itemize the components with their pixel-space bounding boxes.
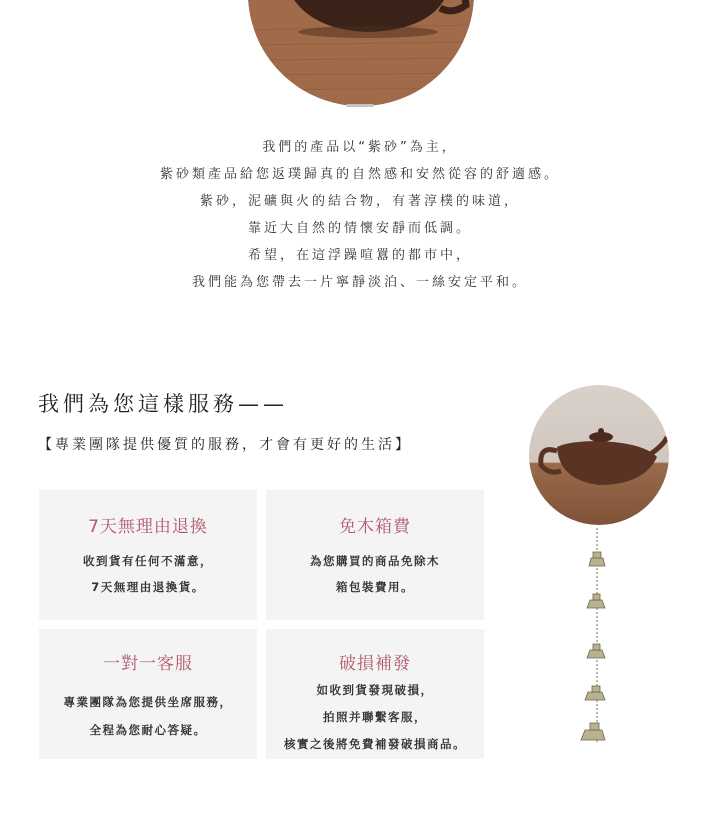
service-card-return	[39, 490, 257, 620]
photo-divider	[346, 104, 374, 107]
service-card-support	[39, 629, 257, 759]
card-line: 收到貨有任何不滿意，	[83, 554, 213, 568]
services-title: 我們為您這樣服務——	[38, 392, 288, 416]
card-line: 箱包裝費用。	[336, 580, 414, 594]
intro-line: 紫砂類產品給您返璞歸真的自然感和安然從容的舒適感。	[159, 167, 560, 182]
card-title: 一對一客服	[103, 654, 193, 674]
card-line: 專業團隊為您提供坐席服務，	[63, 695, 233, 709]
service-card-damage	[266, 629, 484, 759]
card-line: 為您購買的商品免除木	[310, 554, 440, 568]
hanging-bell-ornament	[575, 528, 615, 748]
service-card-free-box	[266, 490, 484, 620]
card-line: 7天無理由退換貨。	[91, 580, 205, 594]
teapot-photo-side	[529, 385, 669, 525]
intro-paragraph	[0, 134, 720, 296]
card-line: 如收到貨發現破損，	[316, 683, 434, 697]
intro-line: 我們的產品以“紫砂”為主，	[262, 140, 458, 155]
intro-line: 我們能為您帶去一片寧靜淡泊、一絲安定平和。	[191, 275, 528, 290]
teapot-photo-top	[248, 0, 474, 106]
card-line: 核實之後將免費補發破損商品。	[284, 737, 466, 751]
card-title: 7天無理由退換	[88, 517, 208, 537]
services-subtitle: 【專業團隊提供優質的服務，才會有更好的生活】	[38, 437, 412, 453]
intro-line: 希望，在這浮躁喧囂的都市中，	[247, 248, 472, 263]
card-title: 免木箱費	[339, 517, 411, 537]
card-line: 拍照并聯繫客服，	[323, 710, 427, 724]
card-title: 破損補發	[339, 654, 411, 674]
intro-line: 紫砂，泥礦與火的結合物，有著淳樸的味道，	[199, 194, 520, 209]
intro-line: 靠近大自然的情懷安靜而低調。	[247, 221, 472, 236]
card-line: 全程為您耐心答疑。	[89, 723, 207, 737]
